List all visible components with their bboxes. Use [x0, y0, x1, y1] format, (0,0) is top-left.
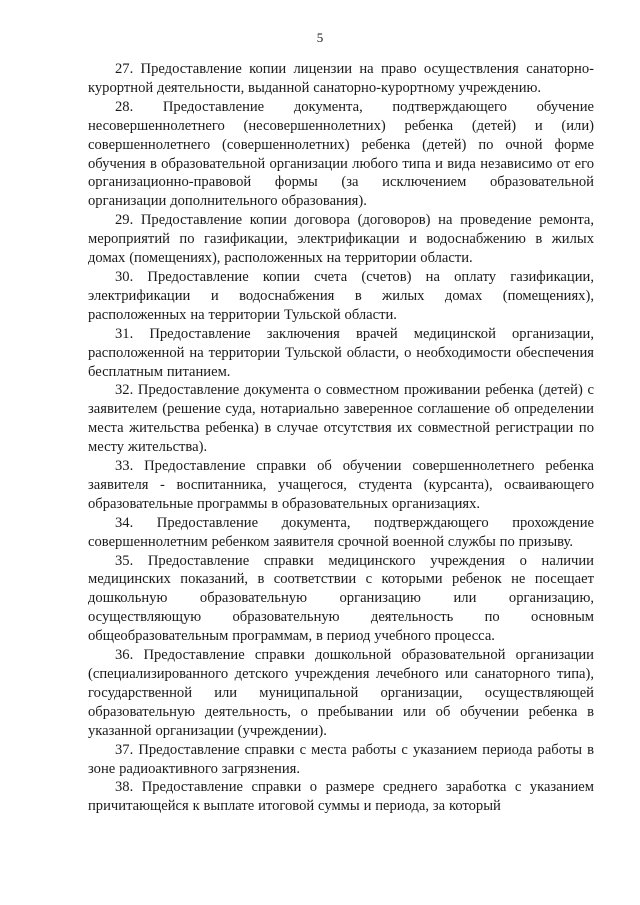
paragraph-33: 33. Предоставление справки об обучении совершеннолетнего ребенка заявителя - воспитанника, учащегося, студента (курсанта), осваивающего образовательные программы в образовательных организациях. — [88, 458, 594, 512]
paragraph-27: 27. Предоставление копии лицензии на право осуществления санаторно-курортной деятельности, выданной санаторно-курортному учреждению. — [88, 61, 594, 96]
document-body — [88, 60, 594, 816]
paragraph-36: 36. Предоставление справки дошкольной образовательной организации (специализированного детского учреждения лечебного или санаторного типа), государственной или муниципальной организации, осуществляющей образовательную деятельность, о пребывании или об обучении ребенка в указанной организации (учреждении). — [88, 647, 594, 739]
paragraph-28: 28. Предоставление документа, подтверждающего обучение несовершеннолетнего (несовершеннолетних) ребенка (детей) и (или) совершеннолетнего (совершеннолетних) ребенка (детей) по очной форме обучения в образовательной организации любого типа и вида независимо от его организационно-правовой формы (за исключением образовательной организации дополнительного образования). — [88, 98, 594, 210]
paragraph-34: 34. Предоставление документа, подтверждающего прохождение совершеннолетним ребенком заявителя срочной военной службы по призыву. — [88, 514, 594, 550]
paragraph-37: 37. Предоставление справки с места работы с указанием периода работы в зоне радиоактивного загрязнения. — [88, 741, 594, 777]
paragraph-31: 31. Предоставление заключения врачей медицинской организации, расположенной на территории Тульской области, о необходимости обеспечения бесплатным питанием. — [88, 325, 594, 380]
page-number: 5 — [316, 30, 324, 45]
paragraph-29: 29. Предоставление копии договора (договоров) на проведение ремонта, мероприятий по газификации, электрификации и водоснабжению в жилых домах (помещениях), расположенных на территории области. — [88, 212, 594, 267]
paragraph-30: 30. Предоставление копии счета (счетов) на оплату газификации, электрификации и водоснабжения в жилых домах (помещениях), расположенных на территории Тульской области. — [88, 268, 594, 323]
paragraph-35: 35. Предоставление справки медицинского учреждения о наличии медицинских показаний, в соответствии с которыми ребенок не посещает дошкольную образовательную организацию или организацию, осуществляющую образовательную деятельность по основным общеобразовательным программам, в период учебного процесса. — [88, 552, 594, 645]
paragraph-32: 32. Предоставление документа о совместном проживании ребенка (детей) с заявителем (решение суда, нотариально заверенное соглашение об определении места жительства ребенка) в случае отсутствия их совместной регистрации по месту жительства). — [88, 382, 594, 456]
paragraph-38: 38. Предоставление справки о размере среднего заработка с указанием причитающейся к выплате итоговой суммы и периода, за который — [88, 779, 594, 815]
